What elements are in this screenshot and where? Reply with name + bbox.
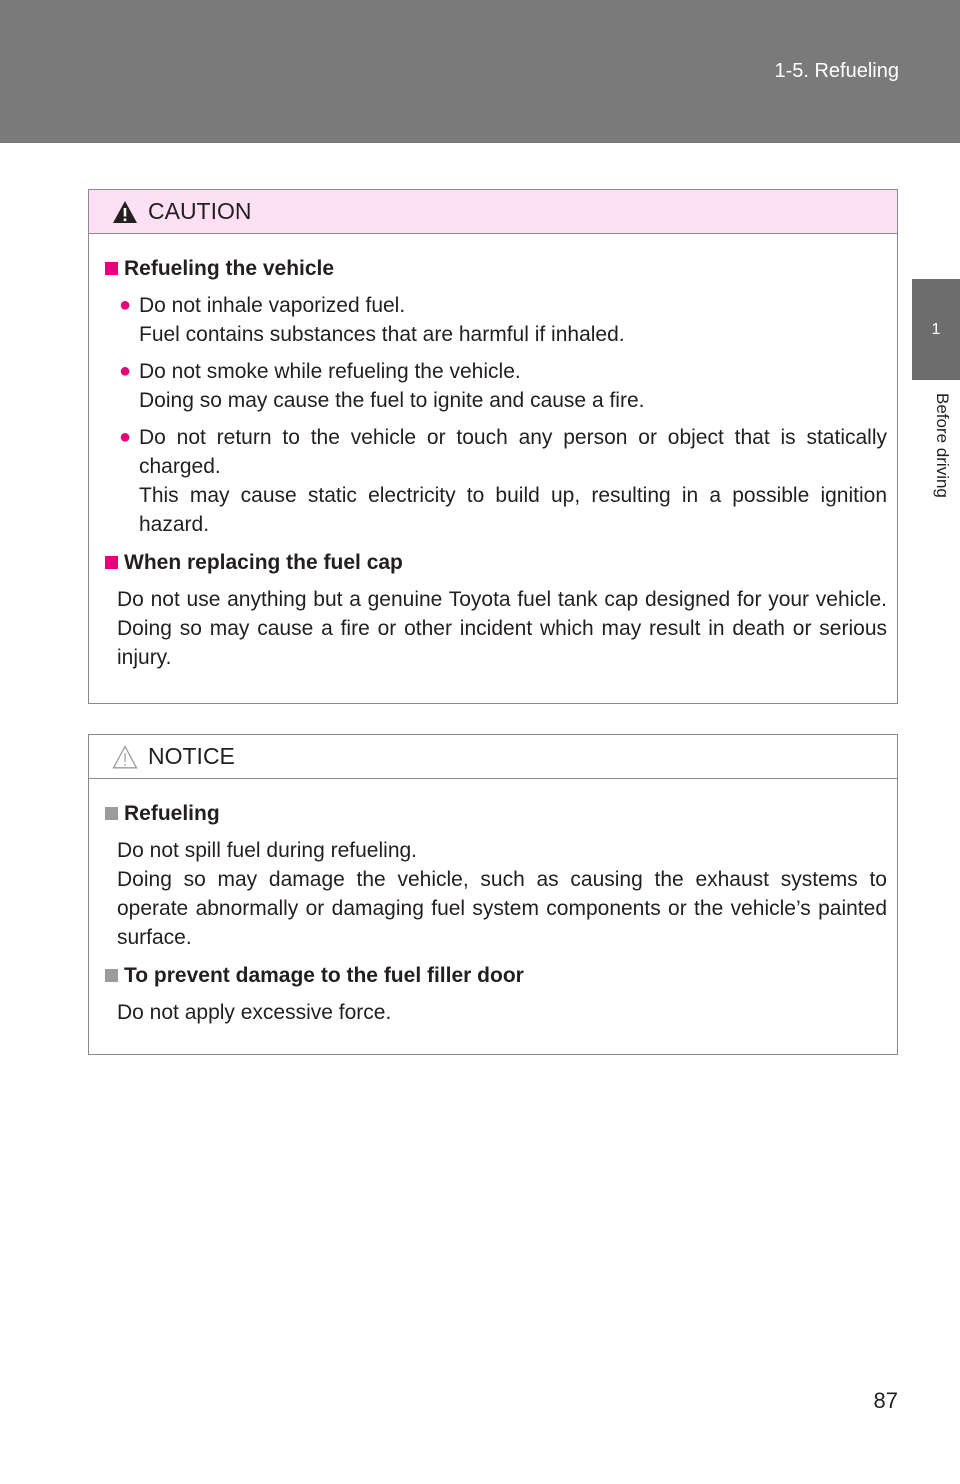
heading-text: Refueling the vehicle [124,257,335,280]
caution-section-refueling [105,254,887,539]
bullet-line: Do not smoke while refueling the vehicle. [139,360,521,383]
paragraph [117,836,887,952]
paragraph [117,998,887,1027]
heading-text: When replacing the fuel cap [124,551,403,574]
section-heading [105,548,887,577]
square-bullet-icon [105,262,118,275]
circle-bullet-icon: ● [119,426,132,448]
heading-text: Refueling [124,802,220,825]
section-heading [105,961,887,990]
chapter-tab-number: 1 [912,279,960,380]
paragraph: Do not use anything but a genuine Toyota fuel tank cap designed for your vehicle. Doing so may cause a fire or other incident which may result in death or serious injury. [117,588,887,669]
notice-box [88,734,898,1055]
list-item [119,423,887,539]
page-number: 87 [873,1388,898,1413]
caution-title: CAUTION [148,198,252,224]
chapter-tab-label: Before driving [933,393,952,498]
section-heading [105,799,887,828]
caution-header [89,190,897,234]
caution-body [89,234,897,694]
bullet-line: Do not return to the vehicle or touch any person or object that is statically charged. [139,426,887,478]
circle-bullet-icon: ● [119,294,132,316]
section-heading [105,254,887,283]
notice-section-filler-door [105,961,887,1027]
section-title: 1-5. Refueling [774,60,899,82]
paragraph-line: Do not apply excessive force. [117,1001,392,1024]
paragraph-line: Doing so may damage the vehicle, such as causing the exhaust systems to operate abnormally or damaging fuel system components or the vehicle’s painted surface. [117,868,887,949]
bullet-line: Do not inhale vaporized fuel. [139,294,406,317]
bullet-line: Fuel contains substances that are harmful if inhaled. [139,323,625,346]
list-item [119,291,887,349]
square-bullet-icon [105,807,118,820]
heading-text: To prevent damage to the fuel filler door [124,964,524,987]
warning-icon [112,200,138,224]
warning-outline-icon [112,745,138,769]
square-bullet-icon [105,969,118,982]
list-item [119,357,887,415]
notice-body [89,779,897,1049]
notice-section-refueling [105,799,887,952]
notice-header [89,735,897,779]
notice-title: NOTICE [148,743,235,769]
square-bullet-icon [105,556,118,569]
header-bar [0,0,960,143]
bullet-line: This may cause static electricity to build up, resulting in a possible ignition hazard. [139,484,887,536]
bullet-line: Doing so may cause the fuel to ignite and cause a fire. [139,389,645,412]
circle-bullet-icon: ● [119,360,132,382]
caution-section-fuel-cap [105,548,887,672]
caution-box [88,189,898,704]
paragraph-line: Do not spill fuel during refueling. [117,839,418,862]
